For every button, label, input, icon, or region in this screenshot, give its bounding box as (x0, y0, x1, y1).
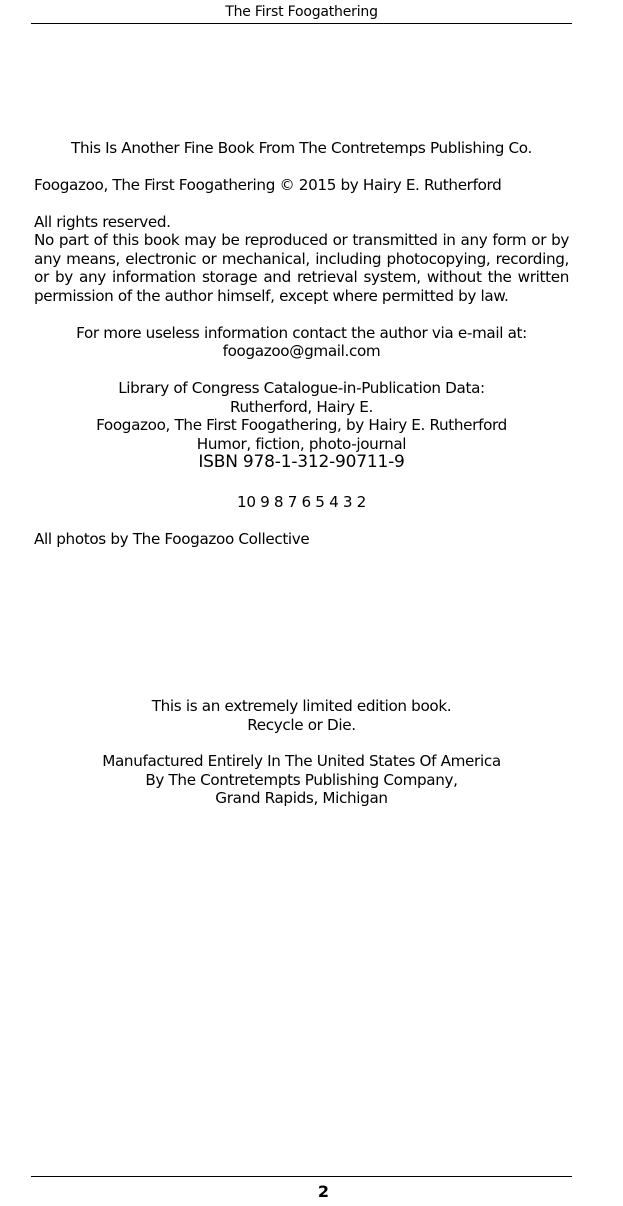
cip-title: Foogazoo, The First Foogathering, by Hairy E. Rutherford (96, 416, 507, 434)
copyright-line: Foogazoo, The First Foogathering © 2015 by Hairy E. Rutherford (34, 176, 502, 194)
manufacture-note (34, 752, 569, 808)
footer-rule (31, 1176, 572, 1177)
photo-credit: All photos by The Foogazoo Collective (34, 530, 310, 548)
cip-author: Rutherford, Hairy E. (229, 397, 373, 416)
contact-line: For more useless information contact the author via e-mail at: (76, 324, 527, 342)
edition-note (34, 697, 569, 734)
manufacture-line-3: Grand Rapids, Michigan (215, 789, 388, 807)
rights-statement: No part of this book may be reproduced or transmitted in any form or by any means, electronic or mechanical, including photocopying, recording, or by any information storage and retrieval system, without the written permission of the author himself, except where permitted by law. (34, 231, 569, 305)
manufacture-line-2: By The Contretempts Publishing Company, (145, 770, 458, 789)
cip-subjects: Humor, fiction, photo-journal (196, 434, 407, 453)
limited-edition-line: This is an extremely limited edition book. (151, 697, 452, 715)
header-rule (31, 23, 572, 24)
printing-line: 10 9 8 7 6 5 4 3 2 (237, 493, 366, 511)
isbn: ISBN 978-1-312-90711-9 (198, 452, 405, 472)
publisher-line: This Is Another Fine Book From The Contretemps Publishing Co. (71, 139, 532, 157)
rights-reserved: All rights reserved. (34, 213, 171, 231)
recycle-line: Recycle or Die. (247, 715, 356, 734)
manufacture-line-1: Manufactured Entirely In The United States Of America (102, 752, 501, 770)
cip-block (34, 379, 569, 472)
author-email: foogazoo@gmail.com (222, 342, 381, 360)
cip-heading: Library of Congress Catalogue-in-Publication Data: (118, 379, 485, 397)
page-number: 2 (317, 1182, 330, 1201)
running-header-title: The First Foogathering (225, 4, 378, 20)
